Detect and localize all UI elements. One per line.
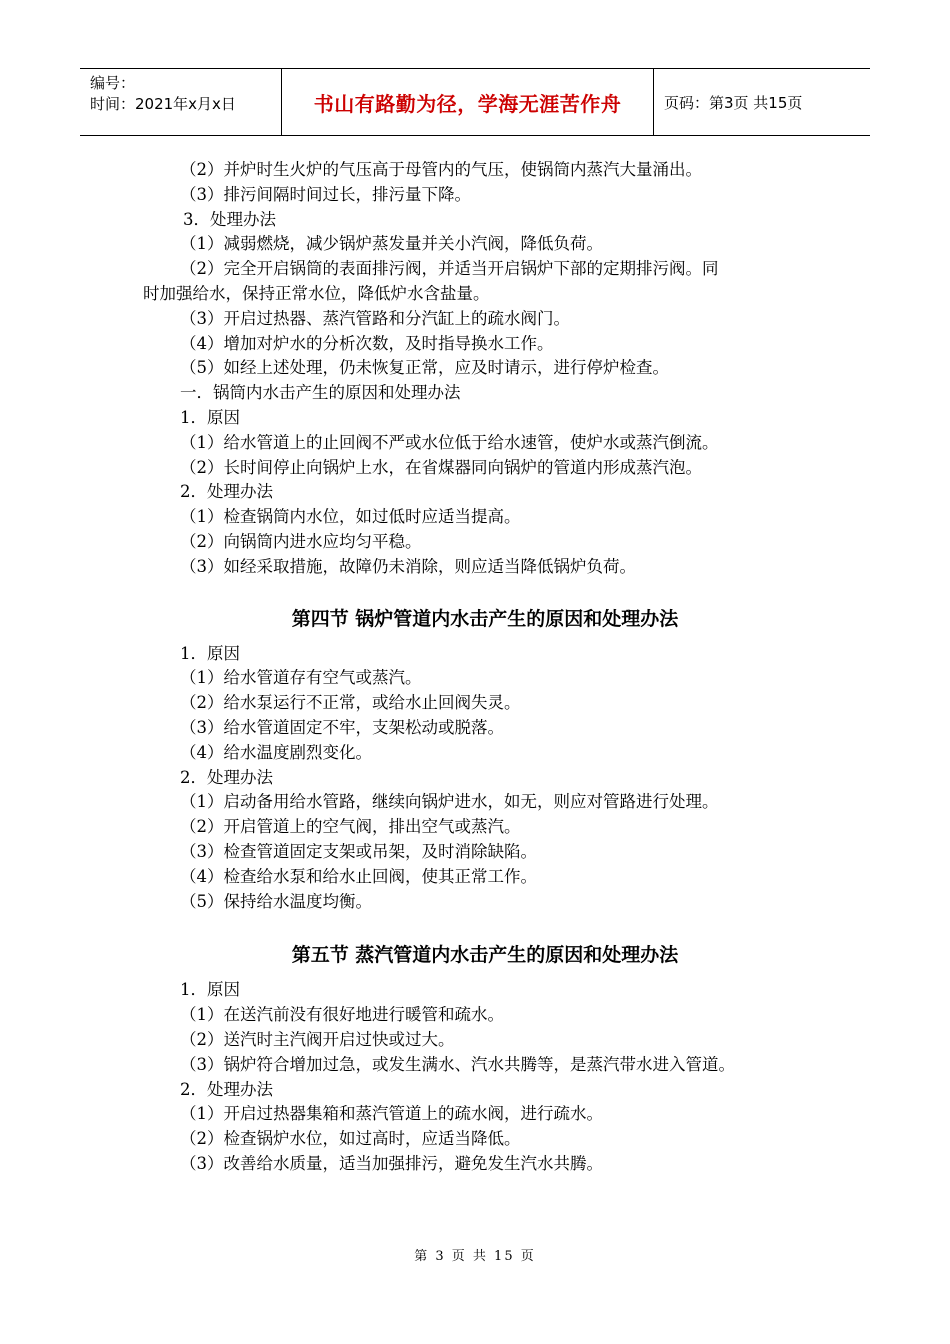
text-line: （2）向锅筒内进水应均匀平稳。: [180, 531, 422, 551]
section-5-body: [140, 978, 840, 1176]
text-line: （2）检查锅炉水位，如过高时，应适当降低。: [180, 1129, 521, 1149]
section-5-title: 第五节 蒸汽管道内水击产生的原因和处理办法: [291, 944, 679, 967]
text-line: （1）给水管道存有空气或蒸汽。: [180, 668, 422, 688]
header-time-label: 时间：2021年x月x日: [90, 95, 236, 113]
text-line: （2）并炉时生火炉的气压高于母管内的气压，使锅筒内蒸汽大量涌出。: [180, 160, 702, 179]
text-line: （1）给水管道上的止回阀不严或水位低于给水速管，使炉水或蒸汽倒流。: [180, 432, 719, 452]
text-line: （4）增加对炉水的分析次数，及时指导换水工作。: [180, 333, 554, 353]
header-page-info: 页码：第3页 共15页: [664, 93, 803, 112]
text-line: （4）检查给水泵和给水止回阀，使其正常工作。: [180, 866, 537, 886]
text-line: 一．锅筒内水击产生的原因和处理办法: [180, 383, 461, 403]
header-number-label: 编号：: [90, 74, 136, 92]
text-line: 2．处理办法: [180, 1079, 273, 1099]
text-line: （5）保持给水温度均衡。: [180, 891, 372, 911]
text-line: （2）长时间停止向锅炉上水，在省煤器同向锅炉的管道内形成蒸汽泡。: [180, 457, 702, 477]
text-line: （1）启动备用给水管路，继续向锅炉进水，如无，则应对管路进行处理。: [180, 792, 719, 812]
text-line: 1．原因: [180, 980, 240, 1000]
text-line: （1）减弱燃烧，减少锅炉蒸发量并关小汽阀，降低负荷。: [180, 234, 603, 254]
text-line: （2）给水泵运行不正常，或给水止回阀失灵。: [180, 693, 521, 713]
document-body: [140, 158, 840, 1177]
section-4-body: [140, 642, 840, 915]
section-4-title: 第四节 锅炉管道内水击产生的原因和处理办法: [291, 607, 679, 630]
text-line: （1）开启过热器集箱和蒸汽管道上的疏水阀，进行疏水。: [180, 1104, 603, 1124]
page-footer: 第 3 页 共 15 页: [414, 1249, 536, 1264]
text-line: （3）检查管道固定支架或吊架，及时消除缺陷。: [180, 841, 537, 861]
text-line: （1）检查锅筒内水位，如过低时应适当提高。: [180, 507, 521, 527]
text-line: （1）在送汽前没有很好地进行暖管和疏水。: [180, 1005, 504, 1025]
text-line: 3．处理办法: [183, 209, 276, 229]
text-line: （3）开启过热器、蒸汽管路和分汽缸上的疏水阀门。: [180, 308, 570, 328]
top-block: [140, 158, 840, 580]
text-line: （3）排污间隔时间过长，排污量下降。: [180, 184, 471, 204]
text-line: （2）开启管道上的空气阀，排出空气或蒸汽。: [180, 817, 521, 837]
text-line: （3）如经采取措施，故障仍未消除，则应适当降低锅炉负荷。: [180, 556, 636, 576]
text-line: 1．原因: [180, 407, 240, 427]
text-line: 2．处理办法: [180, 482, 273, 502]
text-line: （5）如经上述处理，仍未恢复正常，应及时请示，进行停炉检查。: [180, 358, 669, 378]
text-line: （3）给水管道固定不牢，支架松动或脱落。: [180, 717, 504, 737]
text-line: 时加强给水，保持正常水位，降低炉水含盐量。: [143, 283, 490, 303]
text-line: （2）完全开启锅筒的表面排污阀，并适当开启锅炉下部的定期排污阀。同: [180, 259, 719, 279]
header-motto: 书山有路勤为径，学海无涯苦作舟: [282, 69, 654, 135]
page-header: [80, 68, 870, 136]
text-line: （4）给水温度剧烈变化。: [180, 742, 372, 762]
text-line: （3）改善给水质量，适当加强排污，避免发生汽水共腾。: [180, 1153, 603, 1173]
text-line: （3）锅炉符合增加过急，或发生满水、汽水共腾等，是蒸汽带水进入管道。: [180, 1054, 735, 1074]
header-meta: [80, 69, 282, 135]
text-line: （2）送汽时主汽阀开启过快或过大。: [180, 1029, 455, 1049]
text-line: 1．原因: [180, 643, 240, 663]
text-line: 2．处理办法: [180, 767, 273, 787]
